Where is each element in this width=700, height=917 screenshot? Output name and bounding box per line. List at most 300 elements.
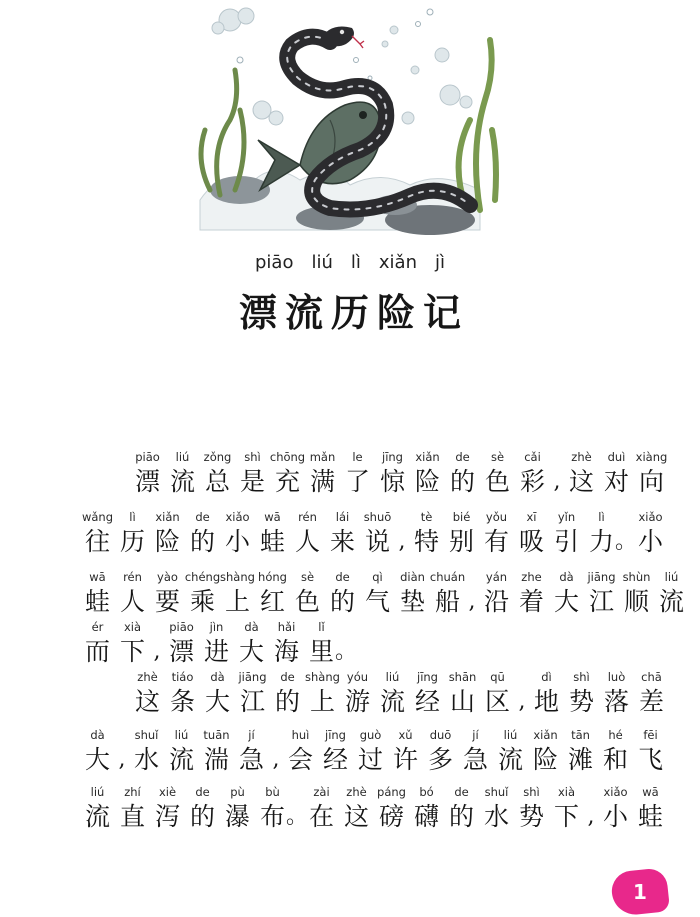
pinyin: qū xyxy=(490,670,505,684)
hanzi: 大 xyxy=(238,637,264,666)
hanzi: , xyxy=(153,639,161,664)
pinyin: le xyxy=(352,450,363,464)
hanzi: 险 xyxy=(154,527,180,556)
hanzi: 布 xyxy=(259,802,285,831)
hanzi: , xyxy=(468,589,476,614)
pinyin: tiáo xyxy=(171,670,194,684)
pinyin: xià xyxy=(557,785,576,799)
pinyin: shuǐ xyxy=(484,785,509,799)
ruby-character xyxy=(445,668,480,718)
title-characters xyxy=(0,282,700,337)
title-pinyin-syllable: liú xyxy=(311,252,333,273)
hanzi: 大 xyxy=(553,587,579,616)
title-pinyin-syllable: piāo xyxy=(254,252,294,273)
text-line xyxy=(80,783,663,833)
ruby-character xyxy=(599,448,634,498)
ruby-character xyxy=(269,618,304,668)
pinyin: de xyxy=(280,670,295,684)
pinyin: sè xyxy=(300,570,315,584)
pinyin: shàng xyxy=(220,570,255,584)
hanzi: 急 xyxy=(462,745,488,774)
hanzi: , xyxy=(553,469,561,494)
hanzi: 经 xyxy=(322,745,348,774)
pinyin: yào xyxy=(157,570,178,584)
pinyin: chuán xyxy=(429,570,466,584)
ruby-character xyxy=(480,448,515,498)
hanzi: 着 xyxy=(518,587,544,616)
hanzi: 向 xyxy=(638,467,664,496)
title-character: 记 xyxy=(422,291,461,335)
ruby-character xyxy=(235,668,270,718)
hanzi: 对 xyxy=(603,467,629,496)
hanzi: 的 xyxy=(329,587,355,616)
pinyin: luò xyxy=(607,670,626,684)
hanzi: 条 xyxy=(169,687,195,716)
page-number-badge xyxy=(610,867,670,917)
hanzi: 区 xyxy=(484,687,510,716)
pinyin: dà xyxy=(210,670,225,684)
ruby-character xyxy=(290,568,325,618)
ruby-character xyxy=(563,726,598,776)
pinyin: jīng xyxy=(382,450,403,464)
hanzi: 船 xyxy=(434,587,460,616)
pinyin: lái xyxy=(335,510,350,524)
hanzi: 江 xyxy=(239,687,265,716)
hanzi: 流 xyxy=(84,802,110,831)
hanzi: 总 xyxy=(204,467,230,496)
pinyin: mǎn xyxy=(309,450,336,464)
hanzi: 飞 xyxy=(637,745,663,774)
hanzi: 了 xyxy=(344,467,370,496)
pinyin: zhè xyxy=(346,785,367,799)
title-character: 漂 xyxy=(238,291,277,335)
ruby-character xyxy=(444,783,479,833)
ruby-character xyxy=(445,448,480,498)
hanzi: 地 xyxy=(533,687,559,716)
ruby-character xyxy=(185,783,220,833)
hanzi: 上 xyxy=(309,687,335,716)
ruby-character xyxy=(304,783,339,833)
pinyin: shùn xyxy=(622,570,651,584)
pinyin: rén xyxy=(123,570,142,584)
ruby-character xyxy=(270,668,305,718)
hanzi: 流 xyxy=(169,467,195,496)
hanzi: 满 xyxy=(309,467,335,496)
hanzi: 顺 xyxy=(623,587,649,616)
hanzi: 的 xyxy=(449,467,475,496)
pinyin: de xyxy=(195,510,210,524)
pinyin: jí xyxy=(472,728,479,742)
ruby-character xyxy=(515,448,550,498)
hanzi: 大 xyxy=(204,687,230,716)
ruby-character xyxy=(514,508,549,558)
pinyin: hé xyxy=(608,728,623,742)
pinyin: hóng xyxy=(258,570,287,584)
ruby-character xyxy=(340,668,375,718)
ruby-character xyxy=(584,508,619,558)
hanzi: 大 xyxy=(84,745,110,774)
hanzi: 小 xyxy=(602,802,628,831)
hanzi: 里 xyxy=(308,637,334,666)
ruby-character xyxy=(130,448,165,498)
pinyin: xiǎo xyxy=(638,510,663,524)
pinyin: guò xyxy=(359,728,382,742)
pinyin: liú xyxy=(385,670,400,684)
title-character: 险 xyxy=(376,291,415,335)
pinyin: fēi xyxy=(643,728,658,742)
pinyin: xiǎn xyxy=(415,450,440,464)
hanzi: 色 xyxy=(294,587,320,616)
hanzi: 人 xyxy=(119,587,145,616)
pinyin: xiǎo xyxy=(603,785,628,799)
pinyin: jìn xyxy=(209,620,224,634)
ruby-character xyxy=(165,448,200,498)
ruby-character xyxy=(444,508,479,558)
pinyin: rén xyxy=(298,510,317,524)
ruby-character xyxy=(528,726,563,776)
hanzi: 的 xyxy=(189,527,215,556)
hanzi: 在 xyxy=(308,802,334,831)
hanzi: 色 xyxy=(484,467,510,496)
pinyin: wā xyxy=(642,785,659,799)
hanzi: 多 xyxy=(427,745,453,774)
ruby-character xyxy=(598,783,633,833)
hanzi: 。 xyxy=(615,529,638,554)
title-pinyin-syllable: xiǎn xyxy=(378,252,417,273)
ruby-character xyxy=(395,568,430,618)
ruby-character xyxy=(480,668,515,718)
ruby-character xyxy=(305,448,340,498)
ruby-character xyxy=(150,568,185,618)
hanzi: 许 xyxy=(392,745,418,774)
ruby-character xyxy=(634,668,669,718)
hanzi: 流 xyxy=(168,745,194,774)
ruby-character xyxy=(340,448,375,498)
ruby-character xyxy=(255,508,290,558)
ruby-character xyxy=(633,783,668,833)
ruby-character xyxy=(549,568,584,618)
pinyin: huì xyxy=(291,728,310,742)
ruby-character xyxy=(80,618,115,668)
punctuation xyxy=(115,726,129,776)
hanzi: 会 xyxy=(287,745,313,774)
ruby-character xyxy=(165,668,200,718)
punctuation xyxy=(150,618,164,668)
text-line xyxy=(80,618,620,668)
ruby-character xyxy=(270,448,305,498)
pinyin: zài xyxy=(313,785,330,799)
ruby-character xyxy=(409,783,444,833)
text-line xyxy=(80,726,663,776)
ruby-character xyxy=(304,618,339,668)
pinyin: shì xyxy=(244,450,261,464)
text-line xyxy=(80,508,663,558)
pinyin: dì xyxy=(541,670,552,684)
hanzi: 蛙 xyxy=(259,527,285,556)
pinyin: jiāng xyxy=(238,670,267,684)
hanzi: 海 xyxy=(273,637,299,666)
ruby-character xyxy=(549,783,584,833)
hanzi: 落 xyxy=(603,687,629,716)
ruby-character xyxy=(80,568,115,618)
hanzi: 水 xyxy=(133,745,159,774)
pinyin: shān xyxy=(448,670,477,684)
ruby-character xyxy=(305,668,340,718)
hanzi: 彩 xyxy=(519,467,545,496)
hanzi: 蛙 xyxy=(84,587,110,616)
pinyin: de xyxy=(455,450,470,464)
hanzi: , xyxy=(398,529,406,554)
ruby-character xyxy=(633,508,668,558)
ruby-character xyxy=(234,618,269,668)
pinyin: zhè xyxy=(137,670,158,684)
hanzi: 游 xyxy=(344,687,370,716)
hanzi: 势 xyxy=(518,802,544,831)
ruby-character xyxy=(234,726,269,776)
pinyin: lì xyxy=(129,510,136,524)
hanzi: 有 xyxy=(483,527,509,556)
pinyin: de xyxy=(195,785,210,799)
pinyin: jí xyxy=(248,728,255,742)
pinyin: chā xyxy=(641,670,662,684)
pinyin: xī xyxy=(526,510,537,524)
pinyin: shuō xyxy=(363,510,392,524)
ruby-character xyxy=(325,508,360,558)
hanzi: 经 xyxy=(414,687,440,716)
pinyin: bù xyxy=(265,785,280,799)
pinyin: qì xyxy=(372,570,383,584)
hanzi: 这 xyxy=(343,802,369,831)
hanzi: 下 xyxy=(553,802,579,831)
hanzi: 往 xyxy=(84,527,110,556)
hanzi: 沿 xyxy=(483,587,509,616)
ruby-character xyxy=(584,568,619,618)
pinyin: dà xyxy=(559,570,574,584)
ruby-character xyxy=(360,568,395,618)
hanzi: 。 xyxy=(335,639,358,664)
pinyin: sè xyxy=(490,450,505,464)
ruby-character xyxy=(599,668,634,718)
ruby-character xyxy=(598,726,633,776)
pinyin: yán xyxy=(485,570,508,584)
hanzi: 惊 xyxy=(379,467,405,496)
ruby-character xyxy=(164,618,199,668)
hanzi: 滩 xyxy=(567,745,593,774)
hanzi: , xyxy=(272,747,280,772)
title-pinyin-syllable: lì xyxy=(350,252,361,273)
pinyin: lǐ xyxy=(318,620,325,634)
hanzi: 流 xyxy=(379,687,405,716)
pinyin: wā xyxy=(264,510,281,524)
pinyin: zhí xyxy=(124,785,141,799)
hanzi: 直 xyxy=(119,802,145,831)
pinyin: de xyxy=(454,785,469,799)
hanzi: 要 xyxy=(154,587,180,616)
hanzi: 险 xyxy=(414,467,440,496)
hanzi: 充 xyxy=(274,467,300,496)
ruby-character xyxy=(339,783,374,833)
hanzi: 水 xyxy=(483,802,509,831)
ruby-character xyxy=(220,568,255,618)
ruby-character xyxy=(220,508,255,558)
ruby-character xyxy=(164,726,199,776)
pinyin: liú xyxy=(175,450,190,464)
ruby-character xyxy=(514,783,549,833)
pinyin: xià xyxy=(123,620,142,634)
pinyin: wā xyxy=(89,570,106,584)
pinyin: jīng xyxy=(417,670,438,684)
pinyin: pù xyxy=(230,785,245,799)
pinyin: shuǐ xyxy=(134,728,159,742)
hanzi: 历 xyxy=(119,527,145,556)
ruby-character xyxy=(115,783,150,833)
ruby-character xyxy=(423,726,458,776)
hanzi: 漂 xyxy=(168,637,194,666)
ruby-character xyxy=(479,508,514,558)
ruby-character xyxy=(255,568,290,618)
pinyin: xiǎo xyxy=(225,510,250,524)
pinyin: lì xyxy=(598,510,605,524)
hanzi: 险 xyxy=(532,745,558,774)
punctuation xyxy=(465,568,479,618)
hanzi: 漂 xyxy=(134,467,160,496)
hanzi: 红 xyxy=(259,587,285,616)
story-title xyxy=(0,252,700,337)
ruby-character xyxy=(150,508,185,558)
ruby-character xyxy=(185,568,220,618)
pinyin: xǔ xyxy=(398,728,413,742)
hanzi: 。 xyxy=(286,804,309,829)
hanzi: 流 xyxy=(658,587,684,616)
page-number: 1 xyxy=(633,880,647,905)
hanzi: 说 xyxy=(364,527,390,556)
ruby-character xyxy=(634,448,669,498)
hanzi: 势 xyxy=(568,687,594,716)
hanzi: 引 xyxy=(553,527,579,556)
ruby-character xyxy=(430,568,465,618)
hanzi: 磅 xyxy=(378,802,404,831)
ruby-character xyxy=(458,726,493,776)
hanzi: 吸 xyxy=(518,527,544,556)
hanzi: 气 xyxy=(364,587,390,616)
title-pinyin xyxy=(0,252,700,274)
pinyin: piāo xyxy=(135,450,160,464)
ruby-character xyxy=(564,448,599,498)
hanzi: 别 xyxy=(448,527,474,556)
ruby-character xyxy=(290,508,325,558)
hanzi: 湍 xyxy=(203,745,229,774)
pinyin: diàn xyxy=(400,570,425,584)
pinyin: wǎng xyxy=(81,510,114,524)
ruby-character xyxy=(410,448,445,498)
pinyin: zhe xyxy=(521,570,542,584)
punctuation xyxy=(584,783,598,833)
punctuation xyxy=(615,508,638,558)
hanzi: 上 xyxy=(224,587,250,616)
hanzi: 特 xyxy=(413,527,439,556)
hanzi: 力 xyxy=(588,527,614,556)
pinyin: xiǎn xyxy=(155,510,180,524)
pinyin: de xyxy=(335,570,350,584)
punctuation xyxy=(550,448,564,498)
ruby-character xyxy=(150,783,185,833)
pinyin: duì xyxy=(607,450,626,464)
ruby-character xyxy=(633,726,668,776)
pinyin: xiè xyxy=(158,785,177,799)
pinyin: liú xyxy=(174,728,189,742)
hanzi: 瀑 xyxy=(224,802,250,831)
ruby-character xyxy=(479,783,514,833)
hanzi: 人 xyxy=(294,527,320,556)
pinyin: tuān xyxy=(203,728,230,742)
title-pinyin-syllable: jì xyxy=(435,252,446,273)
hanzi: , xyxy=(118,747,126,772)
hanzi: 江 xyxy=(588,587,614,616)
ruby-character xyxy=(80,508,115,558)
punctuation xyxy=(269,726,283,776)
hanzi: 过 xyxy=(357,745,383,774)
pinyin: duō xyxy=(429,728,452,742)
ruby-character xyxy=(115,618,150,668)
pinyin: yǐn xyxy=(557,510,576,524)
ruby-character xyxy=(115,508,150,558)
punctuation xyxy=(286,783,309,833)
pinyin: jiāng xyxy=(587,570,616,584)
ruby-character xyxy=(479,568,514,618)
ruby-character xyxy=(199,726,234,776)
ruby-character xyxy=(235,448,270,498)
pinyin: bó xyxy=(419,785,434,799)
pinyin: cǎi xyxy=(524,450,541,464)
punctuation xyxy=(335,618,358,668)
ruby-character xyxy=(283,726,318,776)
hanzi: 是 xyxy=(239,467,265,496)
title-character: 历 xyxy=(330,291,369,335)
ruby-character xyxy=(529,668,564,718)
ruby-character xyxy=(375,448,410,498)
pinyin: bié xyxy=(452,510,471,524)
ruby-character xyxy=(514,568,549,618)
ruby-character xyxy=(375,668,410,718)
punctuation xyxy=(395,508,409,558)
hanzi: 这 xyxy=(568,467,594,496)
pinyin: shàng xyxy=(305,670,340,684)
pinyin: liú xyxy=(90,785,105,799)
ruby-character xyxy=(80,726,115,776)
ruby-character xyxy=(130,668,165,718)
hanzi: 小 xyxy=(224,527,250,556)
ruby-character xyxy=(220,783,255,833)
pinyin: ér xyxy=(91,620,104,634)
hanzi: 而 xyxy=(84,637,110,666)
ruby-character xyxy=(129,726,164,776)
pinyin: chéng xyxy=(184,570,221,584)
hanzi: 和 xyxy=(602,745,628,774)
ruby-character xyxy=(318,726,353,776)
text-line xyxy=(130,668,664,718)
hanzi: 小 xyxy=(637,527,663,556)
pinyin: zǒng xyxy=(203,450,232,464)
ruby-character xyxy=(374,783,409,833)
title-character: 流 xyxy=(284,291,323,335)
ruby-character xyxy=(200,668,235,718)
ruby-character xyxy=(388,726,423,776)
hanzi: 山 xyxy=(449,687,475,716)
pinyin: chōng xyxy=(269,450,306,464)
snake-and-fish-illustration xyxy=(180,0,500,245)
ruby-character xyxy=(564,668,599,718)
ruby-character xyxy=(185,508,220,558)
